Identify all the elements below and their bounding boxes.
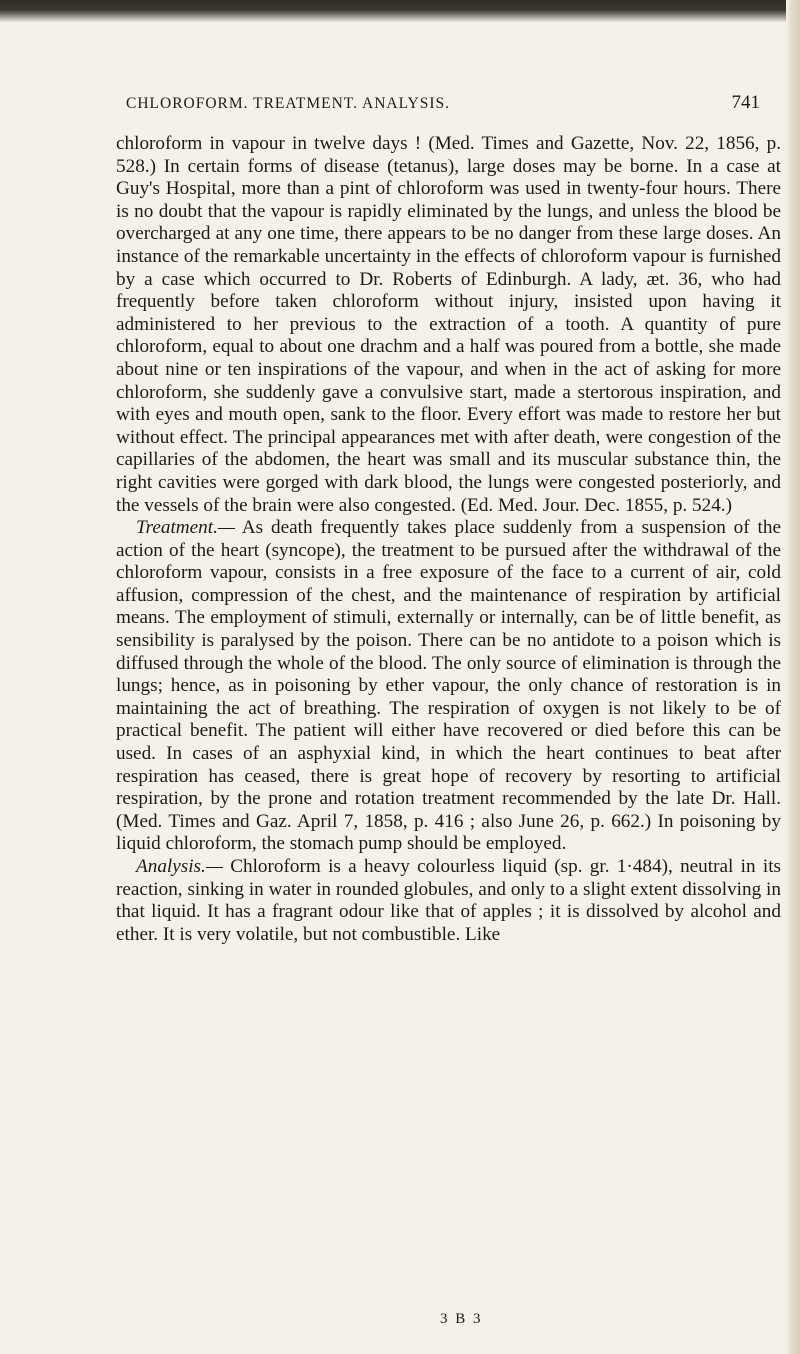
signature-mark: 3 B 3 (440, 1311, 483, 1327)
paragraph-analysis (116, 856, 781, 946)
paragraph-case-report (116, 133, 781, 517)
running-header-title: CHLOROFORM. TREATMENT. ANALYSIS. (126, 95, 450, 112)
analysis-heading: Analysis.— (136, 856, 223, 877)
paragraph-1-text: chloroform in vapour in twelve days ! (Med. Times and Gazette, Nov. 22, 1856, p. 528.) In certain forms of disease (tetanus), large doses may be borne. In a case at Guy's Hospital, more than a pint of chloroform was used in twenty-four hours. There is no doubt that the vapour is rapidly eliminated by the lungs, and unless the blood be overcharged at any one time, there appears to be no danger from these large doses. An instance of the remarkable uncertainty in the effects of chloroform vapour is furnished by a case which occurred to Dr. Roberts of Edinburgh. A lady, æt. 36, who had frequently before taken chloroform without injury, insisted upon having it administered to her previous to the extraction of a tooth. A quantity of pure chloroform, equal to about one drachm and a half was poured from a bottle, she made about nine or ten inspirations of the vapour, and when in the act of asking for more chloroform, she suddenly gave a convulsive start, made a stertorous inspiration, and with eyes and mouth open, sank to the floor. Every effort was made to restore her but without effect. The principal appearances met with after death, were congestion of the capillaries of the abdomen, the heart was small and its muscular substance thin, the right cavities were gorged with dark blood, the lungs were congested posteriorly, and the vessels of the brain were also congested. (Ed. Med. Jour. Dec. 1855, p. 524.) (116, 133, 781, 516)
paragraph-treatment (116, 517, 781, 856)
paragraph-3-text: Chloroform is a heavy colourless liquid (sp. gr. 1·484), neutral in its reaction, sinking in water in rounded globules, and only to a slight extent dissolving in that liquid. It has a fragrant odour like that of apples ; it is dissolved by alcohol and ether. It is very volatile, but not combustible. Like (116, 856, 781, 945)
body-text (116, 133, 781, 946)
page-right-edge (786, 0, 800, 1354)
running-header (126, 92, 766, 119)
page-top-edge-shadow (0, 0, 800, 22)
treatment-heading: Treatment.— (136, 517, 235, 539)
page-number: 741 (731, 92, 760, 113)
paragraph-2-text: As death frequently takes place suddenly from a suspension of the action of the heart (syncope), the treatment to be pursued after the withdrawal of the chloroform vapour, consists in a free exposure of the face to a current of air, cold affusion, compression of the chest, and the maintenance of respiration by artificial means. The employment of stimuli, externally or internally, can be of little benefit, as sensibility is paralysed by the poison. There can be no antidote to a poison which is diffused through the whole of the blood. The only source of elimination is through the lungs; hence, as in poisoning by ether vapour, the only chance of restoration is in maintaining the act of breathing. The respiration of oxygen is not likely to be of practical benefit. The patient will either have recovered or died before this can be used. In cases of an asphyxial kind, in which the heart continues to beat after respiration has ceased, there is great hope of recovery by resorting to artificial respiration, by the prone and rotation treatment recommended by the late Dr. Hall. (Med. Times and Gaz. April 7, 1858, p. 416 ; also June 26, p. 662.) In poisoning by liquid chloroform, the stomach pump should be employed. (116, 517, 781, 855)
